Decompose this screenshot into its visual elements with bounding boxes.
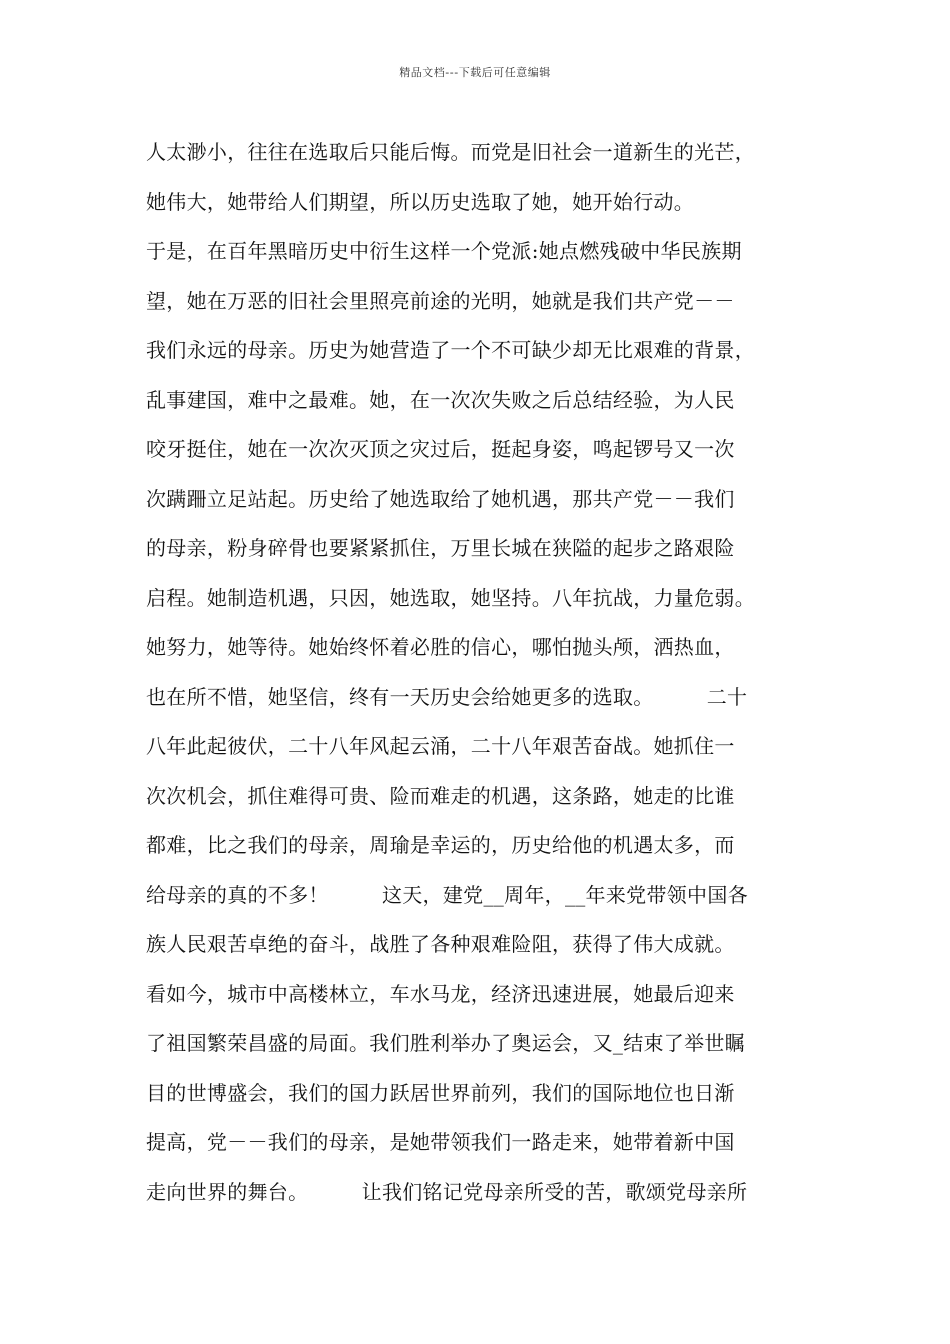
text-line-7: 咬牙挺住，她在一次次灭顶之灾过后，挺起身姿，鸣起锣号又一次 bbox=[146, 437, 735, 461]
text-line-5: 我们永远的母亲。历史为她营造了一个不可缺少却无比艰难的背景， bbox=[146, 338, 755, 362]
text-line-20: 目的世博盛会，我们的国力跃居世界前列，我们的国际地位也日渐 bbox=[146, 1080, 735, 1105]
text-line-17: 族人民艰苦卓绝的奋斗，战胜了各种艰难险阻，获得了伟大成就。 bbox=[146, 932, 735, 956]
text-line-2: 她伟大，她带给人们期望，所以历史选取了她，她开始行动。 bbox=[146, 189, 695, 214]
text-line-12: 也在所不惜，她坚信，终有一天历史会给她更多的选取。 二十 bbox=[146, 684, 748, 709]
text-line-3: 于是，在百年黑暗历史中衍生这样一个党派:她点燃残破中华民族期 bbox=[146, 239, 742, 263]
text-line-1: 人太渺小，往往在选取后只能后悔。而党是旧社会一道新生的光芒， bbox=[146, 140, 755, 164]
text-line-16: 给母亲的真的不多！ 这天，建党__周年，__年来党带领中国各 bbox=[146, 882, 748, 907]
text-line-10: 启程。她制造机遇，只因，她选取，她坚持。八年抗战，力量危弱。 bbox=[146, 585, 755, 610]
text-line-11: 她努力，她等待。她始终怀着必胜的信心，哪怕抛头颅，洒热血， bbox=[146, 635, 735, 659]
text-line-15: 都难，比之我们的母亲，周瑜是幸运的，历史给他的机遇太多，而 bbox=[146, 833, 735, 857]
text-line-22: 走向世界的舞台。 让我们铭记党母亲所受的苦，歌颂党母亲所 bbox=[146, 1179, 748, 1204]
text-line-19: 了祖国繁荣昌盛的局面。我们胜利举办了奥运会，又_结束了举世瞩 bbox=[146, 1031, 745, 1055]
text-line-13: 八年此起彼伏，二十八年风起云涌，二十八年艰苦奋战。她抓住一 bbox=[146, 734, 735, 758]
text-line-14: 次次机会，抓住难得可贵、险而难走的机遇，这条路，她走的比谁 bbox=[146, 783, 735, 808]
text-line-9: 的母亲，粉身碎骨也要紧紧抓住，万里长城在狭隘的起步之路艰险 bbox=[146, 536, 735, 560]
document-body bbox=[146, 128, 826, 1217]
text-line-6: 乱事建国，难中之最难。她，在一次次失败之后总结经验，为人民 bbox=[146, 387, 735, 412]
text-line-21: 提高，党－－我们的母亲，是她带领我们一路走来，她带着新中国 bbox=[146, 1130, 735, 1154]
text-line-18: 看如今，城市中高楼林立，车水马龙，经济迅速进展，她最后迎来 bbox=[146, 981, 735, 1006]
page-header: 精品文档---下载后可任意编辑 bbox=[399, 66, 551, 79]
text-line-4: 望，她在万恶的旧社会里照亮前途的光明，她就是我们共产党－－ bbox=[146, 288, 735, 313]
text-line-8: 次蹒跚立足站起。历史给了她选取给了她机遇，那共产党－－我们 bbox=[146, 486, 735, 511]
